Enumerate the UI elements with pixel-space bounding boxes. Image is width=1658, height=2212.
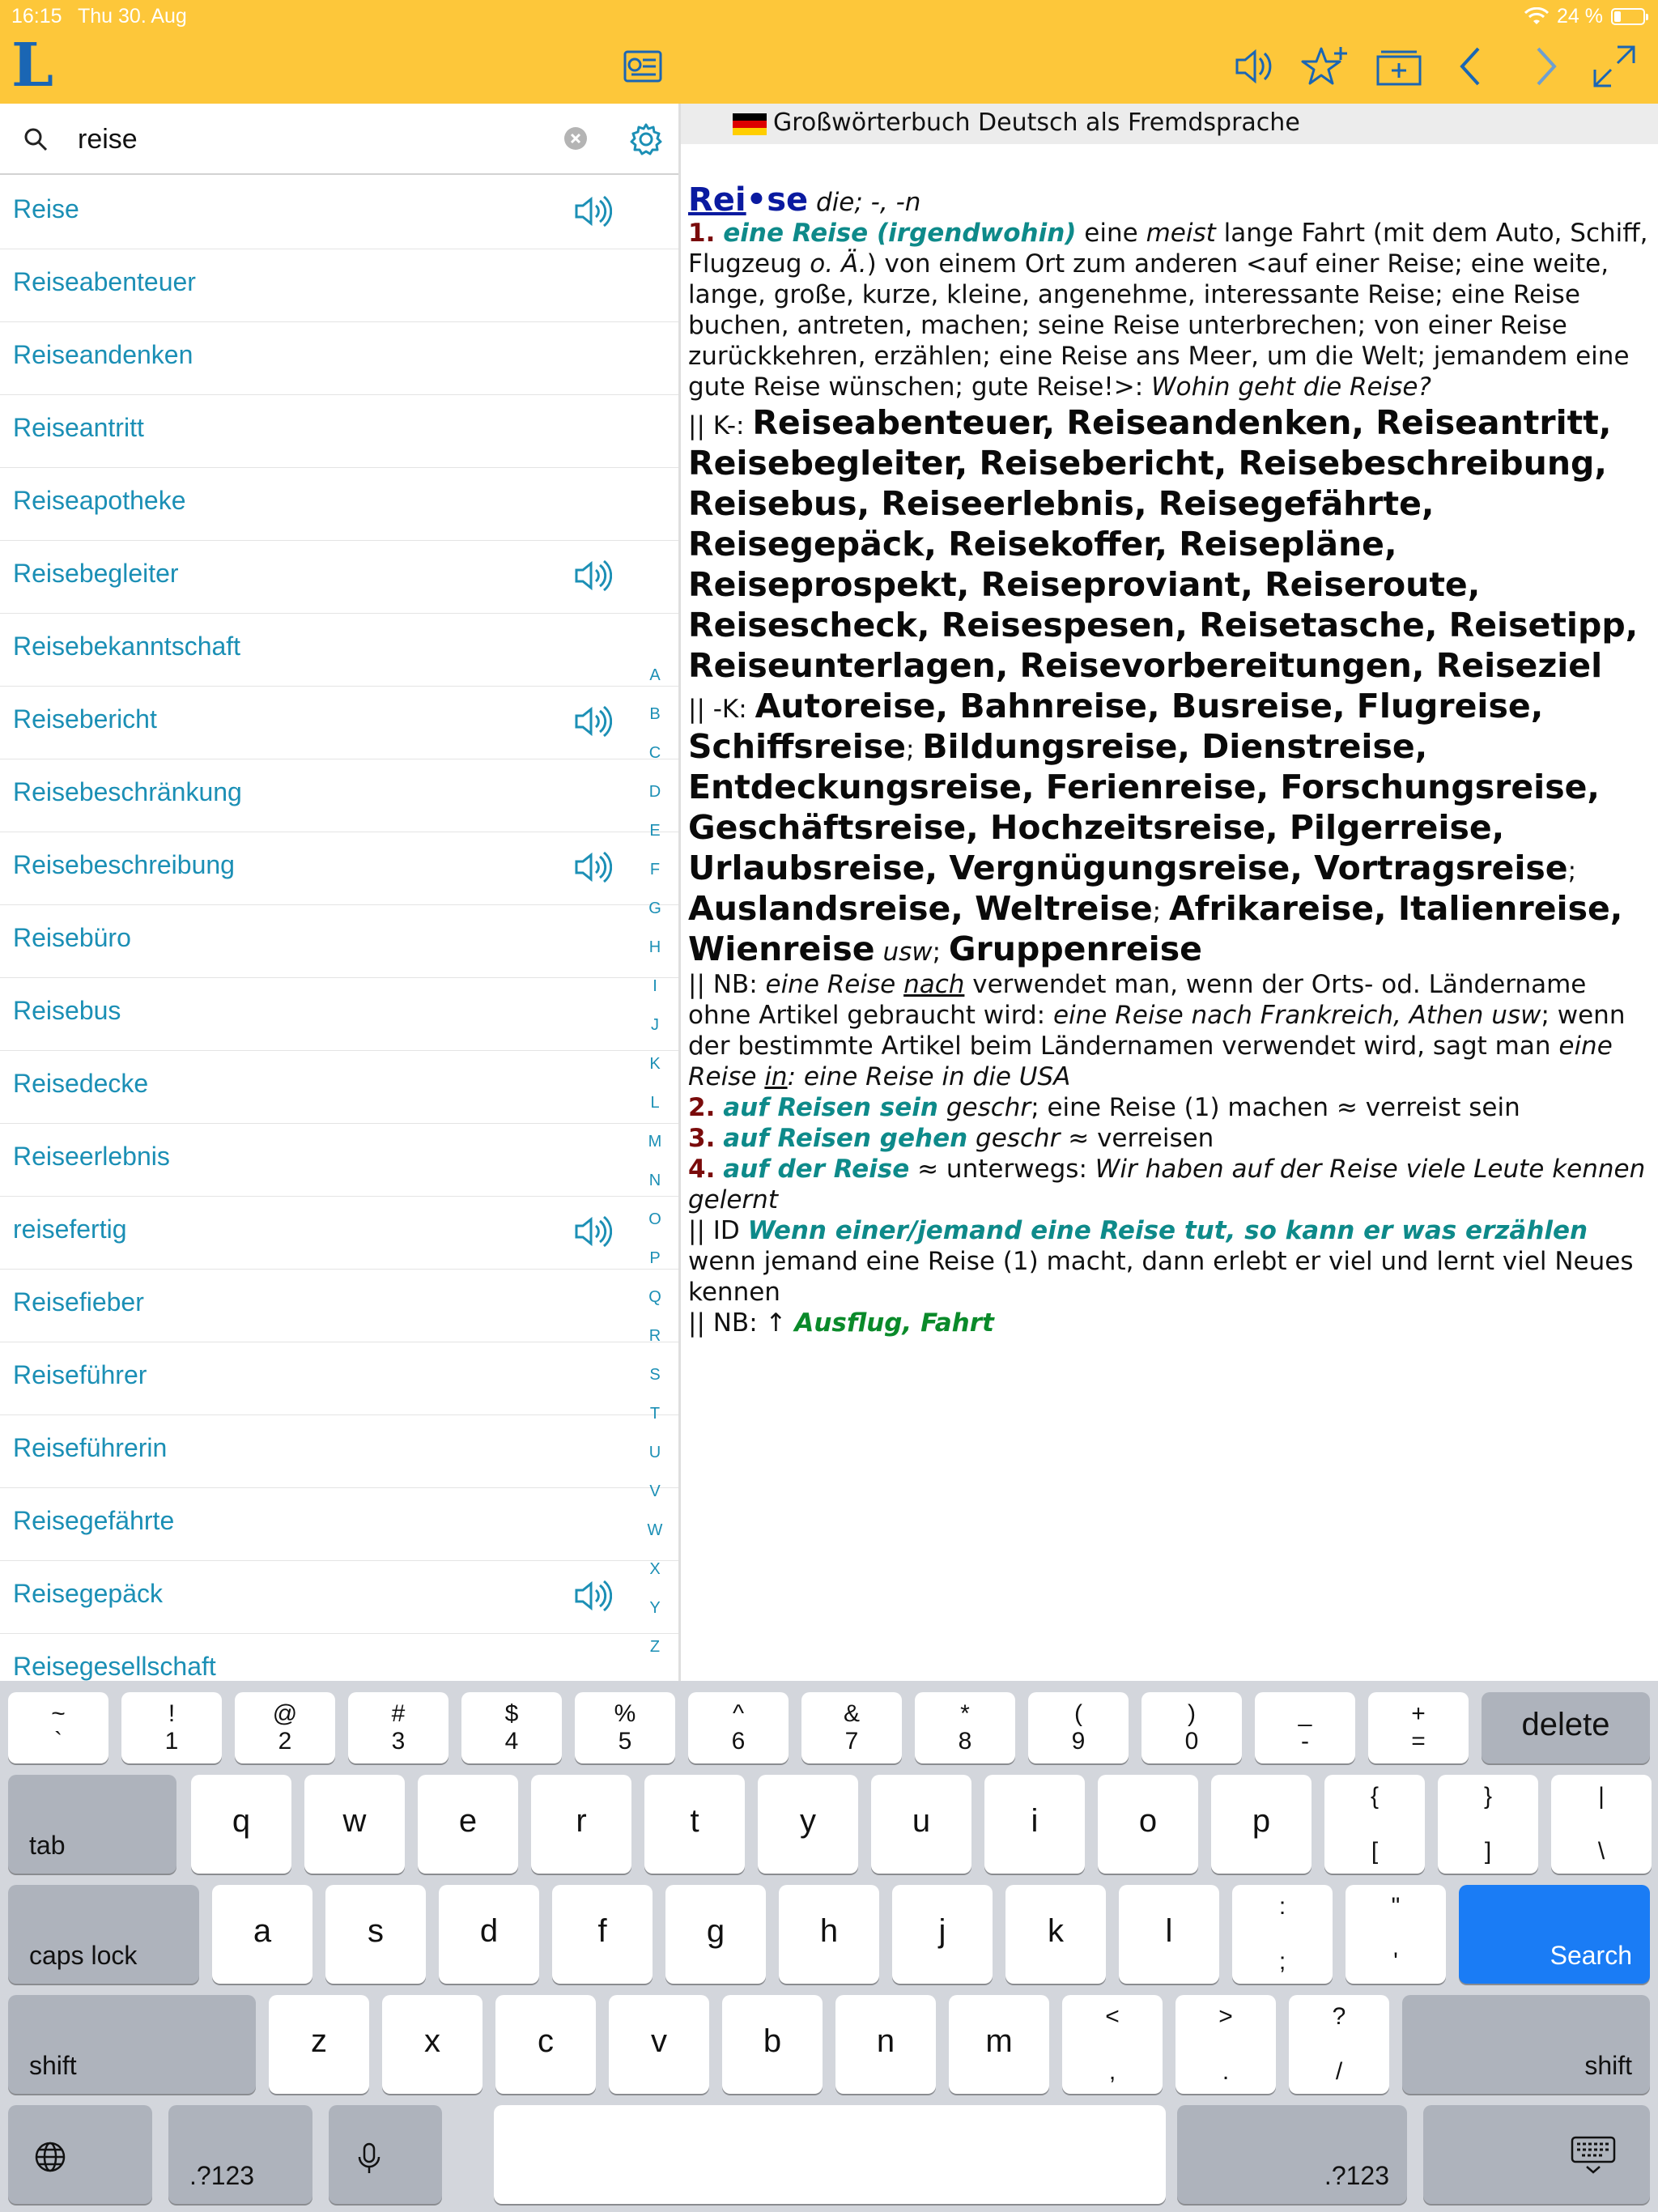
key-`[interactable] xyxy=(8,1692,108,1763)
sense-4: 4. auf der Reise ≈ unterwegs: Wir haben auf der Reise viele Leute kennen gelernt xyxy=(688,1155,1646,1214)
word-label: reisefertig xyxy=(13,1214,127,1244)
word-label: Reisedecke xyxy=(13,1069,149,1098)
key-3[interactable] xyxy=(348,1692,449,1763)
key-o[interactable] xyxy=(1098,1775,1198,1874)
key-label-bottom: \ xyxy=(1597,1838,1605,1865)
key-4[interactable] xyxy=(461,1692,562,1763)
entry-headline xyxy=(688,181,1652,219)
key-label: a xyxy=(253,1913,272,1949)
hide-keyboard-key[interactable] xyxy=(1423,2105,1650,2204)
battery-percent: 24 % xyxy=(1557,5,1603,28)
word-label: Reisegesellschaft xyxy=(13,1652,216,1681)
word-list-item[interactable] xyxy=(0,177,678,249)
alphabet-letter[interactable]: Y xyxy=(649,1599,661,1617)
space-key[interactable] xyxy=(494,2105,1166,2204)
key-label: shift xyxy=(1584,2051,1632,2080)
alphabet-letter[interactable]: V xyxy=(649,1482,661,1500)
word-label: Reiseabenteuer xyxy=(13,267,196,296)
alphabet-letter[interactable]: I xyxy=(653,977,657,995)
key-label-top: | xyxy=(1598,1783,1605,1810)
key-label: .?123 xyxy=(1324,2161,1389,2190)
word-label: Reiseführer xyxy=(13,1360,147,1389)
alphabet-letter[interactable]: M xyxy=(648,1133,662,1151)
key-label: q xyxy=(232,1803,251,1839)
key-label: j xyxy=(938,1913,946,1949)
key-p[interactable] xyxy=(1211,1775,1312,1874)
key-label: i xyxy=(1031,1803,1039,1839)
compounds-suffix: || -K: Autoreise, Bahnreise, Busreise, Flugreise, Schiffsreise; Bildungsreise, Dienstreise, Entdeckungsreise, Ferienreise, Forschungsreise, Geschäftsreise, Hochzeitsreise, Pilgerreise, Urlaubsreise, Vergnügungsreise, Vortragsreise; Auslandsreise, Weltreise; Afrikareise, Italienreise, Wienreise usw; Gruppenreise xyxy=(688,687,1623,968)
key-w[interactable] xyxy=(304,1775,405,1874)
word-list-item[interactable] xyxy=(0,541,678,614)
word-list-item[interactable] xyxy=(0,759,678,832)
word-label: Reisebeschreibung xyxy=(13,850,235,879)
audio-speaker-icon[interactable] xyxy=(572,193,612,230)
key-label: d xyxy=(479,1913,499,1949)
key-label: g xyxy=(706,1913,725,1949)
sense-1: 1. eine Reise (irgendwohin) eine meist lange Fahrt (mit dem Auto, Schiff, Flugzeug o. Ä.) von einem Ort zum anderen <auf einer Reise; eine weite, lange, große, kurze, kleine, angenehme, interessante Reise; eine Reise buchen, antreten, machen; seine Reise unterbrechen; von einer Reise zurückkehren, erzählen; eine Reise ans Meer, um die Welt; jemandem eine gute Reise wünschen; gute Reise!>: Wohin geht die Reise? xyxy=(688,219,1648,402)
key-2[interactable] xyxy=(235,1692,335,1763)
key-1[interactable] xyxy=(121,1692,222,1763)
key-t[interactable] xyxy=(644,1775,745,1874)
key-label-top: % xyxy=(614,1700,636,1727)
alphabet-letter[interactable]: S xyxy=(649,1366,661,1384)
key-m[interactable] xyxy=(949,1995,1049,2094)
key-g[interactable] xyxy=(665,1885,766,1984)
alphabet-letter[interactable]: X xyxy=(649,1560,661,1578)
key-label: f xyxy=(597,1913,607,1949)
usage-note: || NB: eine Reise nach verwendet man, wenn der Orts- od. Ländername ohne Artikel gebraucht wird: eine Reise nach Frankreich, Athen usw; wenn der bestimmte Artikel beim Ländernamen verwendet wird, sagt man eine Reise in: eine Reise in die USA xyxy=(688,970,1626,1091)
alphabet-letter[interactable]: B xyxy=(649,705,661,723)
search-bar xyxy=(0,104,678,175)
key-label-top: ~ xyxy=(51,1700,66,1727)
battery-icon xyxy=(1611,8,1645,25)
key-label-top: ) xyxy=(1188,1700,1196,1727)
word-list-item[interactable] xyxy=(0,1488,678,1561)
alphabet-letter[interactable]: U xyxy=(648,1444,661,1461)
word-list xyxy=(0,177,678,1681)
word-list-item[interactable] xyxy=(0,614,678,687)
search-icon xyxy=(21,125,50,154)
word-label: Reisegefährte xyxy=(13,1506,175,1535)
alphabet-letter[interactable]: O xyxy=(648,1210,661,1228)
key-label: Search xyxy=(1550,1941,1632,1970)
dictation-key[interactable] xyxy=(329,2105,442,2204)
key-label: y xyxy=(800,1803,816,1839)
word-list-item[interactable] xyxy=(0,1634,678,1681)
alphabet-letter[interactable]: G xyxy=(648,900,661,917)
word-list-item[interactable] xyxy=(0,1415,678,1488)
word-label: Reiseführerin xyxy=(13,1433,168,1462)
key-c[interactable] xyxy=(495,1995,596,2094)
see-also-link-fahrt[interactable]: Fahrt xyxy=(920,1308,994,1338)
word-label: Reisebekanntschaft xyxy=(13,632,241,661)
key-label: u xyxy=(912,1803,931,1839)
word-label: Reiseantritt xyxy=(13,413,144,442)
globe-icon xyxy=(34,2141,66,2173)
sense-2: 2. auf Reisen sein geschr; eine Reise (1) machen ≈ verreist sein xyxy=(688,1093,1520,1122)
word-list-item[interactable] xyxy=(0,1270,678,1342)
alphabet-letter[interactable]: R xyxy=(648,1327,661,1345)
key-label: caps lock xyxy=(29,1941,138,1970)
shift-right-key[interactable] xyxy=(1402,1995,1650,2094)
key-label: w xyxy=(342,1803,367,1839)
key-d[interactable] xyxy=(439,1885,539,1984)
delete-key[interactable] xyxy=(1482,1692,1650,1763)
key-label: k xyxy=(1048,1913,1064,1949)
key-label-top: @ xyxy=(272,1700,298,1727)
key-label-top: ? xyxy=(1332,2003,1346,2030)
wifi-icon xyxy=(1524,7,1549,27)
key-symbol[interactable] xyxy=(1232,1885,1333,1984)
alphabet-letter[interactable]: D xyxy=(648,783,661,801)
key-b[interactable] xyxy=(722,1995,823,2094)
key-i[interactable] xyxy=(984,1775,1085,1874)
key-u[interactable] xyxy=(871,1775,971,1874)
key-h[interactable] xyxy=(779,1885,879,1984)
alphabet-letter[interactable]: Q xyxy=(648,1288,661,1306)
word-list-item[interactable] xyxy=(0,1124,678,1197)
german-flag-icon xyxy=(733,113,767,135)
key-symbol[interactable] xyxy=(1289,1995,1389,2094)
alphabet-letter[interactable]: A xyxy=(649,666,661,684)
key-label-top: { xyxy=(1370,1783,1380,1810)
key-label: p xyxy=(1252,1803,1271,1839)
status-date: Thu 30. Aug xyxy=(78,5,187,28)
key-0[interactable] xyxy=(1141,1692,1242,1763)
key-label: v xyxy=(651,2023,667,2059)
audio-speaker-icon[interactable] xyxy=(572,703,612,740)
key-5[interactable] xyxy=(575,1692,675,1763)
key-label-top: + xyxy=(1411,1700,1426,1727)
key-label-bottom: 8 xyxy=(958,1728,972,1755)
key-symbol[interactable] xyxy=(1062,1995,1163,2094)
key-label-top: " xyxy=(1391,1893,1401,1920)
key-label: h xyxy=(819,1913,839,1949)
key-label-top: ^ xyxy=(732,1700,745,1727)
word-list-item[interactable] xyxy=(0,249,678,322)
search-key[interactable] xyxy=(1459,1885,1650,1984)
alphabet-letter[interactable]: T xyxy=(649,1405,661,1423)
alphabet-letter[interactable]: K xyxy=(649,1055,661,1073)
word-list-item[interactable] xyxy=(0,1051,678,1124)
key-label-bottom: 0 xyxy=(1184,1728,1199,1755)
key-=[interactable] xyxy=(1368,1692,1469,1763)
key-label-top: # xyxy=(391,1700,406,1727)
key-label-bottom: 1 xyxy=(164,1728,179,1755)
key-v[interactable] xyxy=(609,1995,709,2094)
microphone-icon xyxy=(355,2141,384,2176)
key-label-bottom: - xyxy=(1301,1728,1309,1755)
key-label-bottom: 6 xyxy=(731,1728,746,1755)
word-list-item[interactable] xyxy=(0,1197,678,1270)
key-label-bottom: ] xyxy=(1484,1838,1492,1865)
key-n[interactable] xyxy=(835,1995,936,2094)
word-label: Reisefieber xyxy=(13,1287,144,1317)
word-label: Reisebus xyxy=(13,996,121,1025)
word-list-item[interactable] xyxy=(0,832,678,905)
key-label-top: } xyxy=(1483,1783,1493,1810)
alphabet-letter[interactable]: F xyxy=(649,861,661,878)
key-label-bottom: ; xyxy=(1278,1948,1286,1975)
key-a[interactable] xyxy=(212,1885,312,1984)
key-q[interactable] xyxy=(191,1775,291,1874)
key-9[interactable] xyxy=(1028,1692,1129,1763)
key-label-top: < xyxy=(1105,2003,1120,2030)
audio-speaker-icon[interactable] xyxy=(572,849,612,886)
key-label-bottom: 9 xyxy=(1071,1728,1086,1755)
key-label-bottom: 5 xyxy=(618,1728,632,1755)
see-also-link-ausflug[interactable]: Ausflug xyxy=(794,1308,903,1338)
compounds-prefix: || K-: Reiseabenteuer, Reiseandenken, Reiseantritt, Reisebegleiter, Reisebericht, Reisebeschreibung, Reisebus, Reiseerlebnis, Reisegefährte, Reisegepäck, Reisekoffer, Reisepläne, Reiseprospekt, Reiseproviant, Reiseroute, Reisescheck, Reisespesen, Reisetasche, Reisetipp, Reiseunterlagen, Reisevorbereitungen, Reiseziel xyxy=(688,403,1639,685)
key-s[interactable] xyxy=(325,1885,426,1984)
alphabet-letter[interactable]: H xyxy=(648,938,661,956)
key-label-top: ( xyxy=(1074,1700,1082,1727)
app-logo: L xyxy=(11,31,54,100)
alphabet-letter[interactable]: W xyxy=(647,1521,663,1539)
key-label-top: ! xyxy=(168,1700,176,1727)
next-icon[interactable] xyxy=(1519,40,1571,92)
key-label: e xyxy=(458,1803,478,1839)
key-symbol[interactable] xyxy=(1438,1775,1538,1874)
alphabet-letter[interactable]: N xyxy=(648,1172,661,1189)
key-label-bottom: 4 xyxy=(504,1728,519,1755)
key-symbol[interactable] xyxy=(1346,1885,1446,1984)
previous-icon[interactable] xyxy=(1446,40,1498,92)
panel-divider xyxy=(678,104,681,1681)
app-header xyxy=(0,0,1658,104)
key-8[interactable] xyxy=(915,1692,1015,1763)
search-input[interactable] xyxy=(78,118,547,160)
key-label: c xyxy=(538,2023,554,2059)
key-symbol[interactable] xyxy=(1175,1995,1276,2094)
key-label: s xyxy=(368,1913,384,1949)
key-label-top: * xyxy=(960,1700,970,1727)
key-label-bottom: . xyxy=(1222,2058,1230,2085)
grammar-info: die; -, -n xyxy=(808,188,921,217)
key-label-bottom: ' xyxy=(1393,1948,1398,1975)
add-to-list-icon[interactable] xyxy=(1373,40,1425,92)
alphabet-letter[interactable]: Z xyxy=(649,1638,661,1656)
dictionary-entry xyxy=(688,181,1652,1338)
word-list-item[interactable] xyxy=(0,1561,678,1634)
key-label: m xyxy=(985,2023,1013,2059)
word-list-item[interactable] xyxy=(0,905,678,978)
dictionary-header xyxy=(681,104,1658,144)
caps-lock-key[interactable] xyxy=(8,1885,199,1984)
audio-speaker-icon[interactable] xyxy=(572,1577,612,1614)
clear-search-icon[interactable] xyxy=(563,126,588,151)
word-list-item[interactable] xyxy=(0,687,678,759)
idiom: || ID Wenn einer/jemand eine Reise tut, so kann er was erzählen xyxy=(688,1216,1588,1245)
audio-speaker-icon[interactable] xyxy=(572,557,612,594)
key-j[interactable] xyxy=(892,1885,993,1984)
key-label: r xyxy=(576,1803,587,1839)
key-label: shift xyxy=(29,2051,77,2080)
key-label: n xyxy=(876,2023,895,2059)
alphabet-letter[interactable]: C xyxy=(648,744,661,762)
dictionary-title: Großwörterbuch Deutsch als Fremdsprache xyxy=(773,108,1300,137)
key-label: z xyxy=(311,2023,327,2059)
key-label-bottom: [ xyxy=(1371,1838,1379,1865)
key-l[interactable] xyxy=(1119,1885,1219,1984)
word-label: Reisebericht xyxy=(13,704,157,734)
key-label-bottom: 2 xyxy=(278,1728,292,1755)
key-6[interactable] xyxy=(688,1692,789,1763)
status-time: 16:15 xyxy=(11,5,62,28)
key-f[interactable] xyxy=(552,1885,653,1984)
key-label-top: > xyxy=(1218,2003,1233,2030)
key-r[interactable] xyxy=(531,1775,631,1874)
audio-speaker-icon[interactable] xyxy=(572,1213,612,1250)
key-label-bottom: / xyxy=(1335,2058,1343,2085)
alphabet-letter[interactable]: E xyxy=(649,822,661,840)
word-list-item[interactable] xyxy=(0,468,678,541)
numbers-key-left[interactable] xyxy=(168,2105,312,2204)
key-label: .?123 xyxy=(189,2161,255,2190)
history-icon[interactable] xyxy=(617,40,669,92)
key-label-top: _ xyxy=(1298,1700,1312,1727)
headword: Rei•se xyxy=(688,181,809,219)
speaker-icon[interactable] xyxy=(1226,40,1278,92)
word-label: Reise xyxy=(13,194,79,223)
word-list-item[interactable] xyxy=(0,978,678,1051)
favorite-add-icon[interactable] xyxy=(1299,40,1350,92)
sense-3: 3. auf Reisen gehen geschr ≈ verreisen xyxy=(688,1124,1214,1153)
fullscreen-icon[interactable] xyxy=(1588,40,1640,92)
key-symbol[interactable] xyxy=(1551,1775,1652,1874)
word-list-item[interactable] xyxy=(0,322,678,395)
numbers-key-right[interactable] xyxy=(1177,2105,1407,2204)
key-7[interactable] xyxy=(801,1692,902,1763)
key-e[interactable] xyxy=(418,1775,518,1874)
word-label: Reisebüro xyxy=(13,923,131,952)
word-list-item[interactable] xyxy=(0,395,678,468)
key-x[interactable] xyxy=(382,1995,483,2094)
key-label-bottom: 3 xyxy=(391,1728,406,1755)
word-label: Reisegepäck xyxy=(13,1579,163,1608)
key-label-bottom: ` xyxy=(54,1728,62,1755)
alphabet-letter[interactable]: P xyxy=(649,1249,661,1267)
settings-gear-icon[interactable] xyxy=(628,121,664,157)
compound-list-1: Reiseabenteuer, Reiseandenken, Reiseantritt, Reisebegleiter, Reisebericht, Reisebeschreibung, Reisebus, Reiseerlebnis, Reisegefährte, Reisegepäck, Reisekoffer, Reisepläne, Reiseprospekt, Reiseproviant, Reiseroute, Reisescheck, Reisespesen, Reisetasche, Reisetipp, Reiseunterlagen, Reisevorbereitungen, Reiseziel xyxy=(688,403,1639,685)
word-label: Reiseerlebnis xyxy=(13,1142,170,1171)
word-label: Reisebegleiter xyxy=(13,559,179,588)
word-label: Reiseandenken xyxy=(13,340,193,369)
see-also: || NB: ↑ Ausflug, Fahrt xyxy=(688,1308,994,1338)
key-label: o xyxy=(1138,1803,1158,1839)
key-label-bottom: 7 xyxy=(844,1728,859,1755)
key-label: t xyxy=(690,1803,699,1839)
word-list-item[interactable] xyxy=(0,1342,678,1415)
status-right xyxy=(1524,5,1645,28)
tab-key[interactable] xyxy=(8,1775,176,1874)
key-label-top: $ xyxy=(504,1700,519,1727)
word-label: Reiseapotheke xyxy=(13,486,186,515)
hide-keyboard-icon xyxy=(1569,2134,1618,2176)
alphabet-letter[interactable]: J xyxy=(651,1016,659,1034)
key-label: tab xyxy=(29,1831,66,1860)
onscreen-keyboard xyxy=(0,1681,1658,2212)
word-label: Reisebeschränkung xyxy=(13,777,242,806)
key-label: l xyxy=(1165,1913,1173,1949)
status-bar xyxy=(0,0,1658,32)
alphabet-index[interactable] xyxy=(640,656,670,1666)
key-label: x xyxy=(424,2023,440,2059)
globe-key[interactable] xyxy=(8,2105,152,2204)
key-label: delete xyxy=(1521,1707,1610,1742)
key-y[interactable] xyxy=(758,1775,858,1874)
key-symbol[interactable] xyxy=(1324,1775,1425,1874)
key-label-top: & xyxy=(843,1700,860,1727)
alphabet-letter[interactable]: L xyxy=(650,1094,660,1112)
key-label-top: : xyxy=(1278,1893,1286,1920)
idiom-meaning: wenn jemand eine Reise (1) macht, dann erlebt er viel und lernt viel Neues kennen xyxy=(688,1247,1634,1307)
key-label-bottom: , xyxy=(1108,2058,1116,2085)
key-z[interactable] xyxy=(269,1995,369,2094)
key-label: b xyxy=(763,2023,782,2059)
key--[interactable] xyxy=(1255,1692,1355,1763)
key-label-bottom: = xyxy=(1411,1728,1426,1755)
key-k[interactable] xyxy=(1005,1885,1106,1984)
shift-left-key[interactable] xyxy=(8,1995,256,2094)
